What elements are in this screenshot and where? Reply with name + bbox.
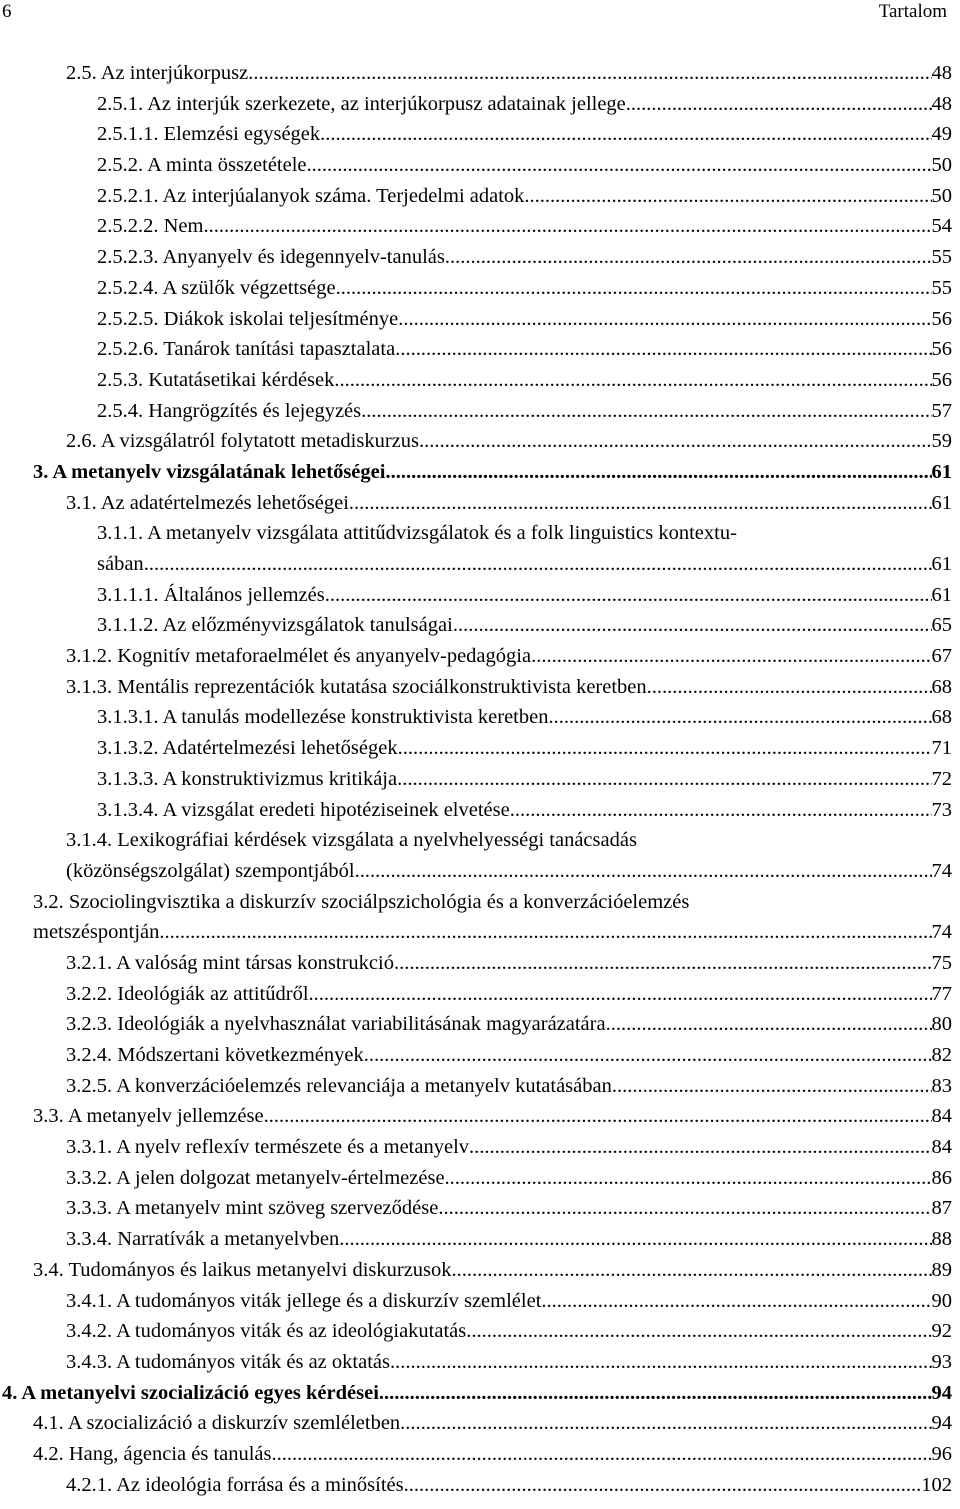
dot-leader: [452, 1255, 932, 1286]
toc-entry[interactable]: [0, 1071, 960, 1102]
toc-entry[interactable]: [0, 334, 960, 365]
toc-entry-title: 3.2.1. A valóság mint társas konstrukció: [66, 951, 394, 974]
dot-leader: [320, 119, 931, 150]
dot-leader: [336, 273, 932, 304]
toc-entry-page: 92: [931, 1320, 952, 1343]
toc-entry[interactable]: [0, 580, 960, 611]
toc-entry[interactable]: [0, 1163, 960, 1194]
dot-leader: [309, 979, 932, 1010]
toc-entry[interactable]: [0, 979, 960, 1010]
toc-entry[interactable]: [0, 1009, 960, 1040]
dot-leader: [203, 211, 931, 242]
dot-leader: [264, 1101, 932, 1132]
toc-entry[interactable]: [0, 1378, 960, 1409]
toc-entry[interactable]: [0, 119, 960, 150]
toc-entry-title: 2.5. Az interjúkorpusz: [66, 62, 249, 84]
toc-entry-page: 94: [931, 1381, 952, 1404]
toc-entry-title: 2.5.1.1. Elemzési egységek: [97, 123, 321, 146]
toc-entry-page: 83: [931, 1074, 952, 1097]
toc-entry[interactable]: [0, 488, 960, 519]
toc-entry-page: 61: [931, 583, 952, 606]
dot-leader: [339, 1224, 931, 1255]
toc-entry-title: 3.1.1.1. Általános jellemzés: [97, 583, 325, 606]
toc-entry-title: 3.1.3.3. A konstruktivizmus kritikája: [97, 767, 398, 790]
toc-entry-title: (közönségszolgálat) szempontjából: [66, 859, 355, 882]
toc-entry-title: 2.6. A vizsgálatról folytatott metadiskurzus: [66, 430, 419, 453]
toc-entry-page: 84: [931, 1105, 952, 1128]
dot-leader: [379, 1378, 932, 1409]
toc-entry[interactable]: [0, 1040, 960, 1071]
dot-leader: [385, 457, 931, 488]
dot-leader: [394, 948, 932, 979]
toc-entry-page: 74: [931, 921, 952, 944]
toc-entry[interactable]: [0, 1316, 960, 1347]
toc-entry[interactable]: [0, 89, 960, 120]
toc-entry-page: 74: [931, 859, 952, 882]
toc-entry-page: 84: [931, 1136, 952, 1159]
dot-leader: [355, 856, 932, 887]
dot-leader: [400, 1408, 931, 1439]
toc-entry-title: 3.4.3. A tudományos viták és az oktatás: [66, 1350, 390, 1373]
toc-entry[interactable]: [0, 518, 960, 549]
toc-entry[interactable]: [0, 1286, 960, 1317]
toc-entry-title: 3.1.3. Mentális reprezentációk kutatása szociálkonstruktivista keretben: [66, 675, 647, 698]
toc-entry[interactable]: [0, 242, 960, 273]
toc-entry-title: 3.3.1. A nyelv reflexív természete és a metanyelv: [66, 1136, 470, 1159]
toc-entry-title: 2.5.2. A minta összetétele: [97, 154, 307, 177]
toc-entry-title: 3.1.1. A metanyelv vizsgálata attitűdvizsgálatok és a folk linguistics kontextu-: [97, 522, 737, 545]
toc-entry-page: 72: [931, 767, 952, 790]
toc-entry-title: 3.3.4. Narratívák a metanyelvben: [66, 1228, 340, 1251]
table-of-contents: [0, 58, 960, 1500]
toc-entry-page: 86: [931, 1166, 952, 1189]
toc-entry-page: 55: [931, 246, 952, 269]
toc-entry[interactable]: [0, 1255, 960, 1286]
toc-entry[interactable]: [0, 304, 960, 335]
toc-entry[interactable]: [0, 150, 960, 181]
toc-entry-title: 3.1.4. Lexikográfiai kérdések vizsgálata a nyelvhelyességi tanácsadás: [66, 829, 637, 852]
toc-entry[interactable]: [0, 1347, 960, 1378]
dot-leader: [404, 1470, 922, 1501]
dot-leader: [445, 242, 932, 273]
toc-entry-page: 61: [931, 491, 952, 514]
toc-entry-title: 3.4. Tudományos és laikus metanyelvi diskurzusok: [33, 1258, 452, 1281]
toc-entry[interactable]: [0, 457, 960, 488]
dot-leader: [361, 396, 931, 427]
dot-leader: [334, 365, 931, 396]
dot-leader: [144, 549, 932, 580]
toc-entry-page: 82: [931, 1044, 952, 1066]
toc-entry-title: 4.2.1. Az ideológia forrása és a minősítés: [66, 1473, 404, 1496]
toc-entry-title: 2.5.2.3. Anyanyelv és idegennyelv-tanulás: [97, 246, 445, 269]
toc-entry[interactable]: [0, 181, 960, 212]
toc-entry[interactable]: [0, 1193, 960, 1224]
toc-entry-title: 2.5.2.6. Tanárok tanítási tapasztalata: [97, 338, 396, 361]
dot-leader: [647, 672, 932, 703]
toc-entry-title: 3.1.2. Kognitív metaforaelmélet és anyanyelv-pedagógia: [66, 645, 532, 668]
toc-entry-title: 3.1.3.1. A tanulás modellezése konstruktivista keretben: [97, 706, 549, 729]
toc-entry-page: 80: [931, 1013, 952, 1036]
toc-entry[interactable]: [0, 1470, 960, 1501]
toc-entry[interactable]: [0, 672, 960, 703]
toc-entry-title: 3.1.1.2. Az előzményvizsgálatok tanulságai: [97, 614, 453, 637]
dot-leader: [419, 426, 932, 457]
dot-leader: [612, 1071, 932, 1102]
toc-entry[interactable]: [0, 1224, 960, 1255]
toc-entry-page: 50: [931, 184, 952, 207]
toc-entry-title: 3.1. Az adatértelmezés lehetőségei: [66, 491, 349, 514]
toc-entry-page: 71: [931, 737, 952, 760]
toc-entry-title: 2.5.2.2. Nem: [97, 215, 204, 238]
toc-entry-title: 3.3. A metanyelv jellemzése: [33, 1105, 264, 1128]
toc-entry-page: 56: [931, 307, 952, 330]
toc-entry[interactable]: [0, 1408, 960, 1439]
toc-entry[interactable]: [0, 825, 960, 856]
dot-leader: [248, 58, 931, 89]
page-header: [0, 0, 960, 26]
dot-leader: [438, 1193, 931, 1224]
toc-entry-title: 3.4.1. A tudományos viták jellege és a diskurzív szemlélet: [66, 1289, 542, 1312]
toc-entry-title: 2.5.1. Az interjúk szerkezete, az interjúkorpusz adatainak jellege: [97, 92, 626, 115]
page-number: 6: [2, 1, 12, 22]
toc-entry-page: 61: [931, 553, 952, 575]
dot-leader: [397, 764, 931, 795]
toc-entry-page: 57: [931, 399, 952, 422]
toc-entry-title: 4.1. A szocializáció a diskurzív szemléletben: [33, 1412, 401, 1435]
toc-entry-title: 3.2.5. A konverzációelemzés relevanciája a metanyelv kutatásában: [66, 1074, 612, 1097]
toc-entry-title: 4.2. Hang, ágencia és tanulás: [33, 1442, 272, 1465]
toc-entry-title: 4. A metanyelvi szocializáció egyes kérdései: [2, 1381, 379, 1404]
toc-entry[interactable]: [0, 948, 960, 979]
toc-entry-page: 89: [931, 1258, 952, 1281]
toc-entry-page: 77: [931, 982, 952, 1005]
toc-entry-title: 3.4.2. A tudományos viták és az ideológiakutatás: [66, 1320, 467, 1343]
toc-entry-page: 65: [931, 614, 952, 637]
toc-entry[interactable]: [0, 426, 960, 457]
toc-entry-page: 49: [931, 123, 952, 146]
toc-entry-title: 3.1.3.4. A vizsgálat eredeti hipotéziseinek elvetése: [97, 798, 510, 821]
dot-leader: [548, 702, 931, 733]
toc-entry-page: 59: [931, 430, 952, 453]
toc-entry-page: 87: [931, 1197, 952, 1220]
toc-entry-title: 2.5.2.5. Diákok iskolai teljesítménye: [97, 307, 399, 330]
toc-entry-title: 3.2.3. Ideológiák a nyelvhasználat variabilitásának magyarázatára: [66, 1013, 606, 1036]
toc-entry-title: 3.2.2. Ideológiák az attitűdről: [66, 982, 309, 1005]
dot-leader: [510, 795, 932, 826]
toc-entry[interactable]: [0, 795, 960, 826]
toc-entry-title: 3. A metanyelv vizsgálatának lehetőségei: [33, 460, 386, 483]
dot-leader: [307, 150, 932, 181]
dot-leader: [325, 580, 932, 611]
toc-entry-page: 48: [931, 62, 952, 84]
toc-entry[interactable]: [0, 58, 960, 89]
toc-entry[interactable]: [0, 887, 960, 918]
dot-leader: [398, 304, 931, 335]
dot-leader: [390, 1347, 932, 1378]
toc-entry[interactable]: [0, 365, 960, 396]
toc-entry-title: 2.5.4. Hangrögzítés és lejegyzés: [97, 399, 362, 422]
running-title: Tartalom: [878, 1, 947, 22]
toc-entry-page: 75: [931, 951, 952, 974]
toc-entry-page: 93: [931, 1350, 952, 1373]
toc-entry-page: 96: [931, 1442, 952, 1465]
dot-leader: [524, 181, 931, 212]
dot-leader: [531, 641, 931, 672]
toc-entry[interactable]: [0, 764, 960, 795]
toc-entry-page: 50: [931, 154, 952, 177]
dot-leader: [466, 1316, 931, 1347]
toc-entry[interactable]: [0, 549, 960, 580]
toc-entry-page: 55: [931, 276, 952, 299]
dot-leader: [159, 917, 931, 948]
dot-leader: [364, 1040, 932, 1071]
dot-leader: [606, 1009, 932, 1040]
toc-entry[interactable]: [0, 273, 960, 304]
toc-entry-title: 3.3.2. A jelen dolgozat metanyelv-értelmezése: [66, 1166, 445, 1189]
dot-leader: [541, 1286, 931, 1317]
toc-entry-title: metszéspontján: [33, 921, 160, 944]
toc-entry-title: 3.2. Szociolingvisztika a diskurzív szociálpszichológia és a konverzációelemzés: [33, 890, 690, 913]
toc-entry-title: sában: [97, 553, 144, 575]
toc-entry-page: 94: [931, 1412, 952, 1435]
toc-entry-title: 2.5.3. Kutatásetikai kérdések: [97, 368, 335, 391]
toc-entry[interactable]: [0, 1101, 960, 1132]
toc-entry-page: 90: [931, 1289, 952, 1312]
toc-entry-title: 3.3.3. A metanyelv mint szöveg szerveződése: [66, 1197, 439, 1220]
dot-leader: [395, 334, 931, 365]
toc-entry-page: 67: [931, 645, 952, 668]
dot-leader: [626, 89, 932, 120]
toc-entry[interactable]: [0, 702, 960, 733]
toc-entry-page: 73: [931, 798, 952, 821]
toc-entry[interactable]: [0, 1132, 960, 1163]
toc-entry-page: 88: [931, 1228, 952, 1251]
toc-entry-title: 3.2.4. Módszertani következmények: [66, 1044, 364, 1066]
toc-entry[interactable]: [0, 856, 960, 887]
toc-entry-page: 61: [931, 460, 952, 483]
toc-entry[interactable]: [0, 641, 960, 672]
toc-entry[interactable]: [0, 396, 960, 427]
toc-entry-title: 2.5.2.4. A szülők végzettsége: [97, 276, 336, 299]
toc-entry-page: 56: [931, 338, 952, 361]
dot-leader: [398, 733, 932, 764]
toc-entry-title: 3.1.3.2. Adatértelmezési lehetőségek: [97, 737, 398, 760]
toc-entry-page: 54: [931, 215, 952, 238]
toc-entry-page: 68: [931, 675, 952, 698]
toc-entry[interactable]: [0, 211, 960, 242]
toc-entry[interactable]: [0, 917, 960, 948]
toc-entry-page: 48: [931, 92, 952, 115]
dot-leader: [445, 1163, 932, 1194]
toc-entry-page: 102: [921, 1473, 952, 1496]
toc-entry[interactable]: [0, 733, 960, 764]
dot-leader: [469, 1132, 931, 1163]
dot-leader: [453, 610, 932, 641]
toc-entry[interactable]: [0, 1439, 960, 1470]
toc-entry-page: 56: [931, 368, 952, 391]
toc-entry-title: 2.5.2.1. Az interjúalanyok száma. Terjedelmi adatok: [97, 184, 525, 207]
dot-leader: [349, 488, 932, 519]
dot-leader: [272, 1439, 932, 1470]
toc-entry-page: 68: [931, 706, 952, 729]
toc-entry[interactable]: [0, 610, 960, 641]
